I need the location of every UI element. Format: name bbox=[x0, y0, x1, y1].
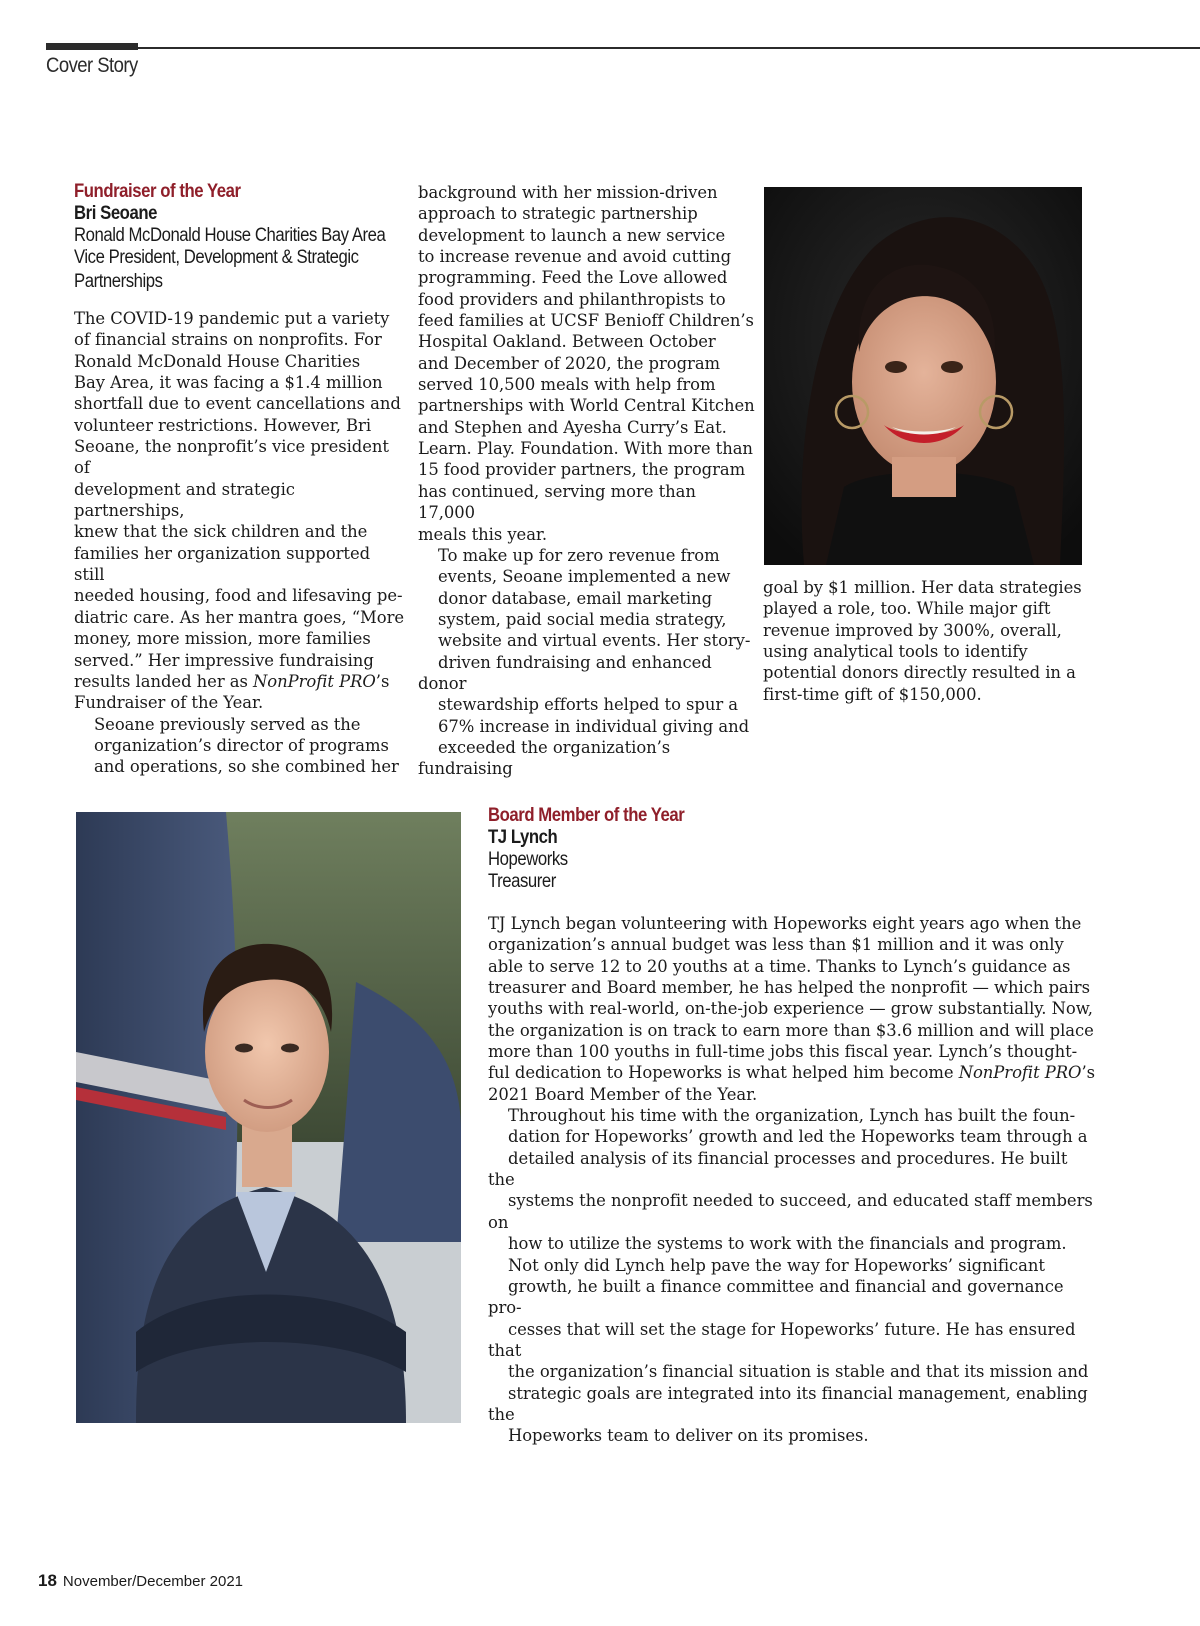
text-line: driven fundraising and enhanced donor bbox=[418, 652, 712, 693]
text-line: system, paid social media strategy, bbox=[438, 609, 727, 629]
text-line: stewardship efforts helped to spur a bbox=[438, 695, 739, 715]
text-line: and Stephen and Ayesha Curry’s Eat. bbox=[418, 417, 727, 437]
text-line: able to serve 12 to 20 youths at a time. Thanks to Lynch’s guidance as bbox=[488, 956, 1071, 976]
text-line: using analytical tools to identify bbox=[763, 642, 1028, 662]
text-line: treasurer and Board member, he has helped the nonprofit — which pairs bbox=[488, 978, 1090, 998]
fundraiser-paragraph-1: The COVID-19 pandemic put a variety of financial strains on nonprofits. For Ronald McDonald House Charities Bay Area, it was facing a $1.4 million shortfall due to event cancellations and volunteer restrictions. However, Bri Seoane, the nonprofit’s vice president of development and strategic partnerships, knew that the sick children and the families her organization supported still needed housing, food and lifesaving pe- diatric care. As her mantra goes, “More money, more mission, more families served.” Her impressive fundraising results landed her as NonProfit PRO’s Fundraiser of the Year. bbox=[74, 309, 405, 713]
text-line: systems the nonprofit needed to succeed, and educated staff members on bbox=[488, 1191, 1093, 1232]
text-line: Hopeworks team to deliver on its promises. bbox=[508, 1426, 869, 1446]
text-line: shortfall due to event cancellations and bbox=[74, 394, 401, 414]
text-line: approach to strategic partnership bbox=[418, 204, 698, 224]
text-line: donor database, email marketing bbox=[438, 588, 713, 608]
board-member-title: Treasurer bbox=[488, 871, 556, 892]
text-line: cesses that will set the stage for Hopeworks’ future. He has ensured that bbox=[488, 1319, 1076, 1360]
text-line: of financial strains on nonprofits. For bbox=[74, 330, 382, 350]
text-line: needed housing, food and lifesaving pe- bbox=[74, 586, 403, 606]
text-line: potential donors directly resulted in a bbox=[763, 663, 1076, 683]
board-member-kicker: Board Member of the Year bbox=[488, 805, 685, 826]
text-line: Not only did Lynch help pave the way for Hopeworks’ significant bbox=[508, 1255, 1045, 1275]
text-line: organization’s director of programs bbox=[94, 735, 389, 755]
text-line: partnerships with World Central Kitchen bbox=[418, 396, 755, 416]
text-line: organization’s annual budget was less than $1 million and it was only bbox=[488, 935, 1064, 955]
fundraiser-org: Ronald McDonald House Charities Bay Area bbox=[74, 225, 386, 246]
text-line: background with her mission-driven bbox=[418, 183, 718, 202]
text-line: diatric care. As her mantra goes, “More bbox=[74, 607, 405, 627]
text-line: youths with real-world, on-the-job experience — grow substantially. Now, bbox=[488, 999, 1093, 1019]
text-line: food providers and philanthropists to bbox=[418, 289, 726, 309]
board-member-name: TJ Lynch bbox=[488, 827, 558, 848]
text-line: detailed analysis of its financial processes and procedures. He built the bbox=[488, 1148, 1068, 1190]
text-line: knew that the sick children and the bbox=[74, 522, 368, 542]
text-line: to increase revenue and avoid cutting bbox=[418, 247, 732, 267]
text-line: the organization’s financial situation is stable and that its mission and bbox=[508, 1362, 1089, 1382]
text-line: To make up for zero revenue from bbox=[438, 545, 720, 565]
text-line: Fundraiser of the Year. bbox=[74, 693, 264, 713]
header-rule bbox=[46, 47, 1200, 49]
board-paragraph-3 bbox=[488, 1255, 1098, 1447]
text-line: Ronald McDonald House Charities bbox=[74, 351, 361, 371]
text-line: 15 food provider partners, the program bbox=[418, 460, 746, 480]
text-line: dation for Hopeworks’ growth and led the Hopeworks team through a bbox=[508, 1127, 1088, 1147]
fundraiser-column-2 bbox=[418, 182, 758, 780]
text-line: served 10,500 meals with help from bbox=[418, 375, 716, 395]
section-label: Cover Story bbox=[46, 54, 138, 77]
board-member-portrait-photo bbox=[76, 812, 461, 1423]
text-line: served.” Her impressive fundraising bbox=[74, 650, 374, 670]
text-line: revenue improved by 300%, overall, bbox=[763, 620, 1062, 640]
text-line: Bay Area, it was facing a $1.4 million bbox=[74, 373, 383, 393]
page-number: 18 bbox=[38, 1571, 57, 1590]
text-line: and December of 2020, the program bbox=[418, 353, 721, 373]
fundraiser-column-1 bbox=[74, 181, 404, 778]
header-rule-accent bbox=[46, 43, 138, 50]
text-line: how to utilize the systems to work with the financials and program. bbox=[508, 1234, 1067, 1254]
board-paragraph-1: TJ Lynch began volunteering with Hopeworks eight years ago when the organization’s annual budget was less than $1 million and it was only able to serve 12 to 20 youths at a time. Thanks to Lynch’s guidance as treasurer and Board member, he has helped the nonprofit — which pairs youths with real-world, on-the-job experience — grow substantially. Now, the organization is on track to earn more than $3.6 million and will place more than 100 youths in full-time jobs this fiscal year. Lynch’s thought- ful dedication to Hopeworks is what helped him become NonProfit PRO’s 2021 Board Member of the Year. bbox=[488, 913, 1098, 1105]
board-paragraph-2 bbox=[488, 1105, 1098, 1254]
text-line: has continued, serving more than 17,000 bbox=[418, 481, 696, 523]
text-line: feed families at UCSF Benioff Children’s bbox=[418, 311, 754, 331]
text-line: Seoane previously served as the bbox=[94, 714, 361, 734]
fundraiser-name: Bri Seoane bbox=[74, 203, 157, 224]
text-line: The COVID-19 pandemic put a variety bbox=[74, 309, 390, 328]
fundraiser-paragraph-3 bbox=[418, 182, 758, 545]
board-member-org: Hopeworks bbox=[488, 849, 568, 870]
fundraiser-title-line1: Vice President, Development & Strategic bbox=[74, 247, 359, 268]
text-line: meals this year. bbox=[418, 524, 548, 544]
text-line: Learn. Play. Foundation. With more than bbox=[418, 439, 753, 459]
fundraiser-column-3 bbox=[763, 577, 1093, 705]
text-line: 67% increase in individual giving and bbox=[438, 716, 750, 736]
text-line: strategic goals are integrated into its financial management, enabling the bbox=[488, 1383, 1088, 1424]
text-line: first-time gift of $150,000. bbox=[763, 684, 982, 704]
page-footer bbox=[38, 1571, 243, 1591]
fundraiser-title-line2: Partnerships bbox=[74, 271, 163, 292]
fundraiser-paragraph-5 bbox=[763, 577, 1093, 705]
text-line: Throughout his time with the organization, Lynch has built the foun- bbox=[508, 1106, 1076, 1126]
text-line: volunteer restrictions. However, Bri bbox=[74, 415, 372, 435]
text-line: website and virtual events. Her story- bbox=[438, 631, 751, 651]
text-line: programming. Feed the Love allowed bbox=[418, 268, 728, 288]
fundraiser-paragraph-2 bbox=[74, 714, 404, 778]
text-line: Hospital Oakland. Between October bbox=[418, 332, 716, 352]
text-line: events, Seoane implemented a new bbox=[438, 567, 731, 587]
text-line: money, more mission, more families bbox=[74, 629, 371, 649]
text-line: the organization is on track to earn more than $3.6 million and will place bbox=[488, 1020, 1094, 1040]
text-line: Seoane, the nonprofit’s vice president of bbox=[74, 437, 389, 478]
text-line: exceeded the organization’s fundraising bbox=[418, 737, 671, 779]
text-line: and operations, so she combined her bbox=[94, 757, 399, 777]
fundraiser-kicker: Fundraiser of the Year bbox=[74, 181, 241, 202]
text-line: development to launch a new service bbox=[418, 225, 726, 245]
fundraiser-portrait-photo bbox=[764, 187, 1082, 565]
text-line: development and strategic partnerships, bbox=[74, 479, 295, 521]
text-line: played a role, too. While major gift bbox=[763, 599, 1051, 619]
text-line: TJ Lynch began volunteering with Hopeworks eight years ago when the bbox=[488, 914, 1082, 933]
text-line: more than 100 youths in full-time jobs this fiscal year. Lynch’s thought- bbox=[488, 1042, 1078, 1062]
issue-date: November/December 2021 bbox=[62, 1573, 244, 1590]
fundraiser-paragraph-4 bbox=[418, 545, 758, 780]
text-line: goal by $1 million. Her data strategies bbox=[763, 578, 1082, 597]
board-member-column bbox=[488, 805, 1098, 1447]
text-line: growth, he built a finance committee and financial and governance pro- bbox=[488, 1276, 1064, 1318]
text-line: families her organization supported still bbox=[74, 543, 371, 585]
